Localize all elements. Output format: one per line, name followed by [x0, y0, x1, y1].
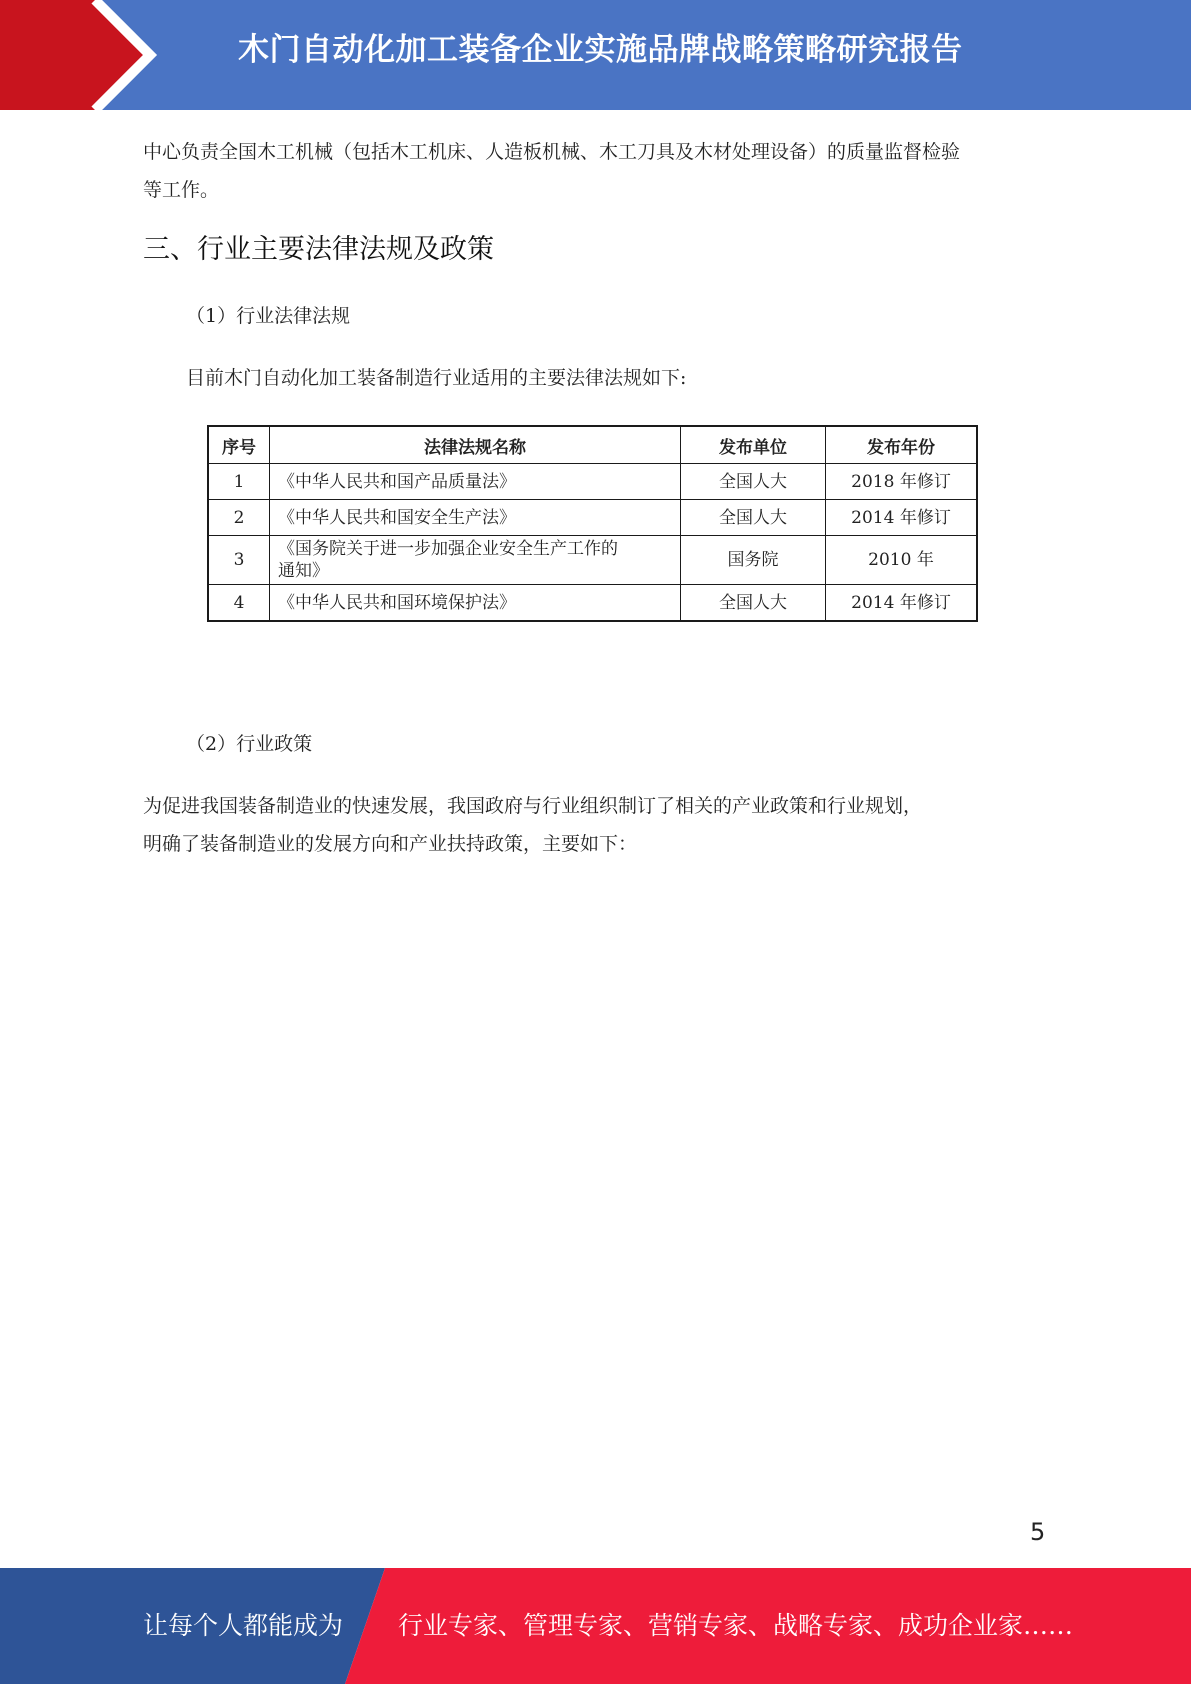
red-chevron-block: [0, 0, 150, 110]
paragraph-line: 明确了装备制造业的发展方向和产业扶持政策，主要如下：: [143, 833, 638, 855]
cell-no: 4: [208, 585, 270, 622]
paragraph-line: 为促进我国装备制造业的快速发展，我国政府与行业组织制订了相关的产业政策和行业规划，: [143, 795, 923, 817]
header-year: 发布年份: [826, 426, 978, 464]
cell-no: 3: [208, 536, 270, 585]
paragraph-line: 中心负责全国木工机械（包括木工机床、人造板机械、木工刀具及木材处理设备）的质量监督检验: [143, 141, 961, 163]
cell-name: 《中华人民共和国安全生产法》: [270, 500, 681, 536]
cell-name-line: 《国务院关于进一步加强企业安全生产工作的: [278, 539, 618, 559]
table-row: [208, 536, 977, 585]
table-header-row: [208, 426, 977, 464]
table-row: [208, 585, 977, 622]
footer-slogan-left: 让每个人都能成为: [143, 1611, 344, 1640]
paragraph-policy: [143, 787, 922, 863]
header-name: 法律法规名称: [270, 426, 681, 464]
cell-no: 2: [208, 500, 270, 536]
page-header: [0, 0, 1191, 110]
laws-intro: 目前木门自动化加工装备制造行业适用的主要法律法规如下:: [186, 367, 687, 389]
paragraph-intro-center: [143, 133, 960, 209]
paragraph-line: 等工作。: [143, 179, 220, 201]
cell-year: 2010 年: [826, 536, 978, 585]
section-heading: 三、行业主要法律法规及政策: [143, 234, 494, 265]
header-no: 序号: [208, 426, 270, 464]
cell-name-line: 通知》: [278, 561, 329, 581]
header-issuer: 发布单位: [681, 426, 826, 464]
cell-name: [270, 536, 681, 585]
footer-slogan-right: 行业专家、管理专家、营销专家、战略专家、成功企业家……: [398, 1611, 1074, 1640]
cell-name: 《中华人民共和国环境保护法》: [270, 585, 681, 622]
subheading-laws: （1）行业法律法规: [186, 305, 351, 327]
cell-issuer: 全国人大: [681, 464, 826, 500]
subheading-policy: （2）行业政策: [186, 733, 313, 755]
cell-year: 2014 年修订: [826, 500, 978, 536]
page-footer: [0, 1568, 1191, 1684]
cell-name: 《中华人民共和国产品质量法》: [270, 464, 681, 500]
cell-issuer: 国务院: [681, 536, 826, 585]
cell-issuer: 全国人大: [681, 500, 826, 536]
cell-issuer: 全国人大: [681, 585, 826, 622]
report-title: 木门自动化加工装备企业实施品牌战略策略研究报告: [238, 32, 963, 68]
header-chevron-graphic: [0, 0, 160, 110]
table-row: [208, 464, 977, 500]
cell-no: 1: [208, 464, 270, 500]
page-number: 5: [1030, 1518, 1046, 1546]
cell-year: 2018 年修订: [826, 464, 978, 500]
laws-table: [207, 425, 978, 622]
cell-year: 2014 年修订: [826, 585, 978, 622]
table-row: [208, 500, 977, 536]
